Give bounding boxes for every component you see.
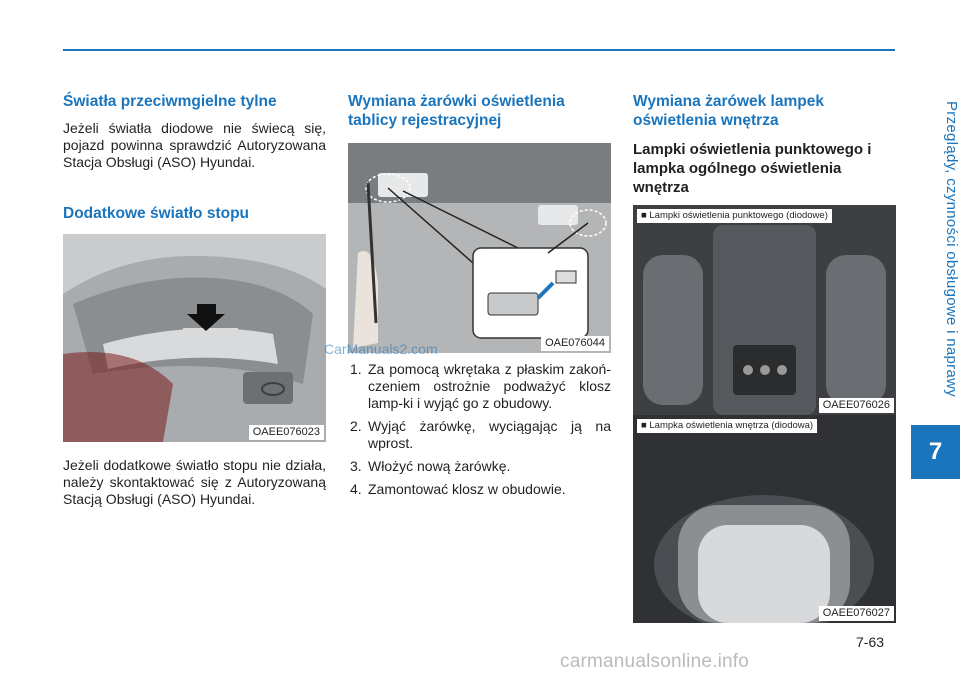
car-rear-illustration	[63, 234, 326, 442]
paragraph-high-mount-stop-light: Jeżeli dodatkowe światło stopu nie działa, należy skontaktować się z Autoryzowaną Stacją Obsługi (ASO) Hyundai.	[63, 457, 326, 507]
image-tailgate-stop-light	[63, 234, 326, 442]
image-map-lamps	[633, 205, 896, 415]
image-license-plate-lamp	[348, 143, 611, 353]
heading-rear-fog-lights: Światła przeciwmgielne tylne	[63, 93, 277, 110]
paragraph-rear-fog-lights: Jeżeli światła diodowe nie świecą się, pojazd powinna sprawdzić Autoryzowana Stacja Obsługi (ASO) Hyundai.	[63, 120, 326, 170]
image-room-lamp	[633, 415, 896, 623]
column-3	[633, 92, 896, 623]
image-code: OAEE076023	[249, 425, 324, 440]
heading-interior-lamps: Wymiana żarówek lampek oświetlenia wnętrza	[633, 93, 824, 129]
image-code: OAEE076026	[819, 398, 894, 413]
step-item: 2. Wyjąć żarówkę, wyciągając ją na wprost.	[350, 418, 611, 451]
heading-license-plate-bulb: Wymiana żarówki oświetlenia tablicy rejestracyjnej	[348, 93, 565, 129]
heading-high-mount-stop-light: Dodatkowe światło stopu	[63, 205, 250, 222]
column-1	[63, 92, 326, 508]
room-lamp-illustration	[633, 415, 896, 623]
subheading-map-and-room-lamp: Lampki oświetlenia punktowego i lampka ogólnego oświetlenia wnętrza	[633, 141, 872, 196]
step-item: 1. Za pomocą wkrętaka z płaskim zakoń-czeniem ostrożnie podważyć klosz lamp-ki i wyjąć go z obudowy.	[350, 361, 611, 411]
replacement-steps	[348, 361, 611, 498]
column-2	[348, 92, 611, 504]
image-code: OAE076044	[541, 336, 609, 351]
license-lamp-illustration	[348, 143, 611, 353]
page-number: 7-63	[856, 634, 885, 650]
step-item: 3. Włożyć nową żarówkę.	[350, 458, 511, 474]
chapter-number-tab: 7	[911, 425, 960, 479]
step-item: 4. Zamontować klosz w obudowie.	[350, 481, 566, 497]
watermark-bottom: carmanualsonline.info	[560, 651, 750, 672]
map-lamp-illustration	[633, 205, 896, 415]
image-caption: ■ Lampki oświetlenia punktowego (diodowe)	[637, 209, 832, 223]
image-code: OAEE076027	[819, 606, 894, 621]
header-rule	[63, 49, 895, 51]
image-caption: ■ Lampka oświetlenia wnętrza (diodowa)	[637, 419, 817, 433]
watermark-top: CarManuals2.com	[324, 341, 438, 357]
section-side-tab: Przeglądy, czynności obsługowe i naprawy	[943, 100, 960, 398]
